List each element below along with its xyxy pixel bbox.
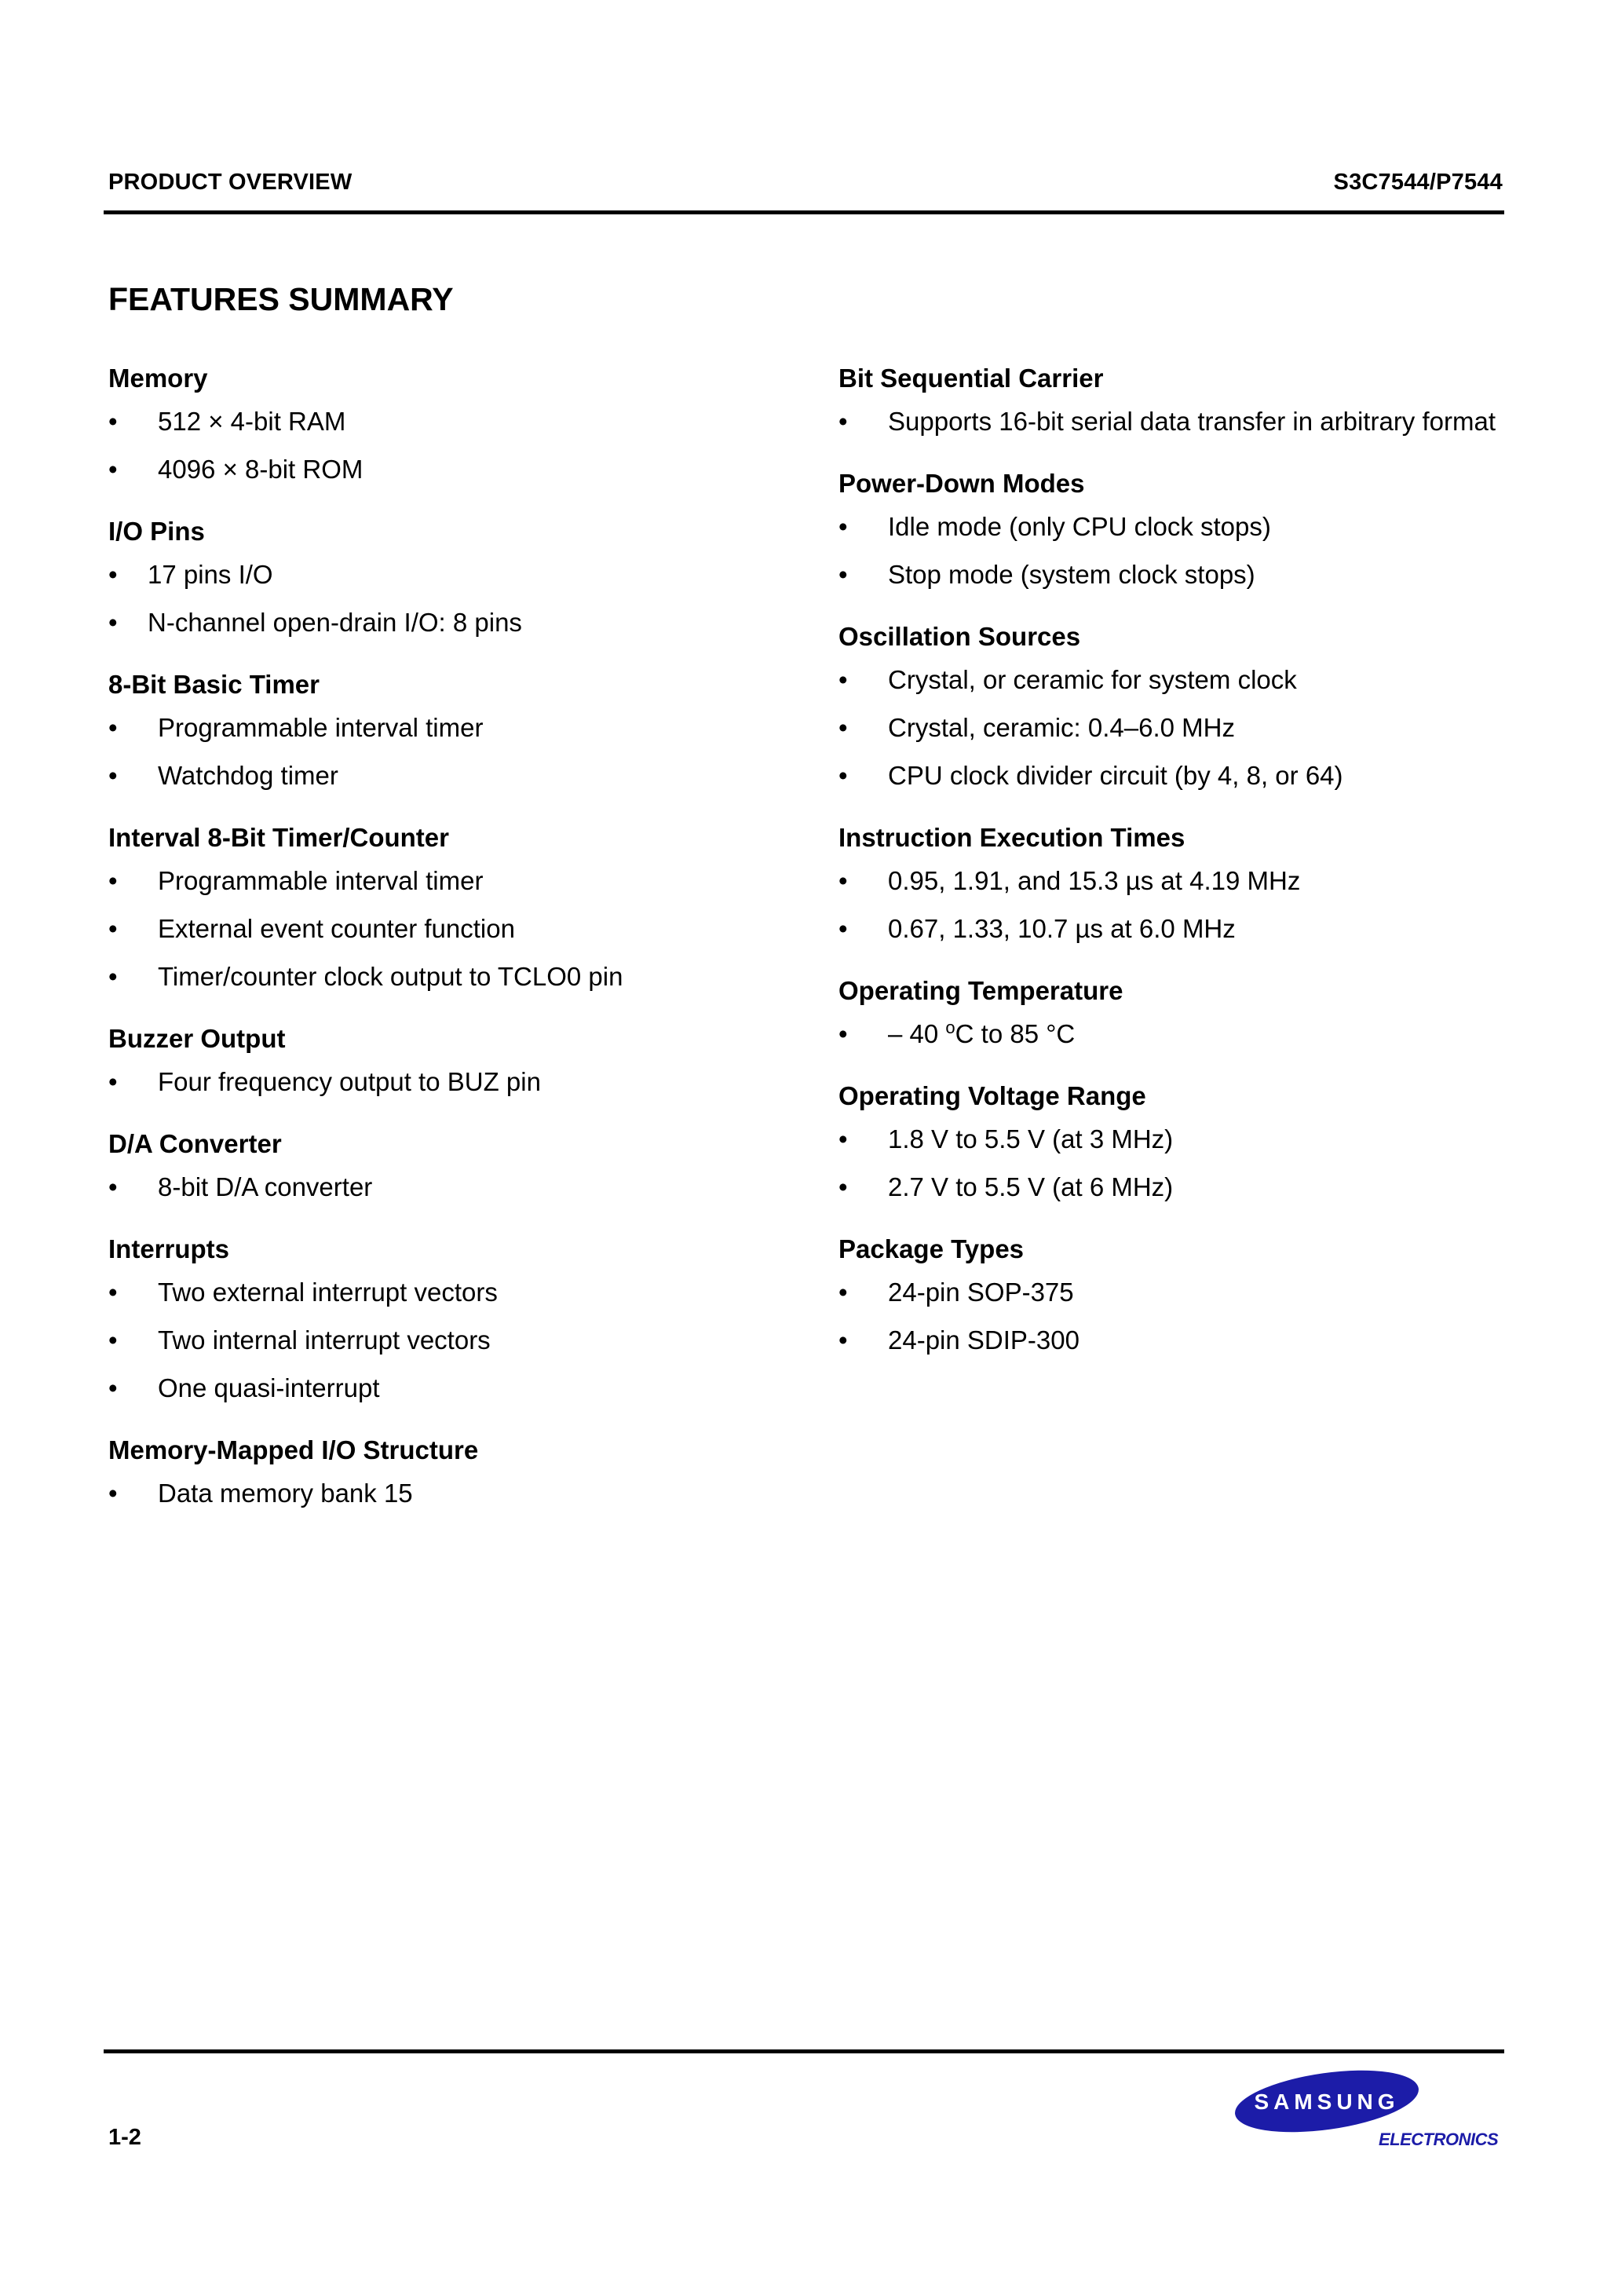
samsung-logo-icon bbox=[1225, 2064, 1507, 2134]
item-text: Data memory bank 15 bbox=[158, 1479, 413, 1508]
item-text: Two internal interrupt vectors bbox=[158, 1325, 491, 1355]
section-heading: Package Types bbox=[838, 1234, 1025, 1263]
list-item bbox=[838, 664, 1514, 696]
bullet-icon: • bbox=[838, 512, 848, 541]
list-item bbox=[108, 1276, 784, 1309]
list-item bbox=[838, 1018, 1514, 1051]
item-text: 1.8 V to 5.5 V (at 3 MHz) bbox=[888, 1124, 1174, 1153]
right-column bbox=[838, 361, 1514, 1385]
list-item bbox=[108, 453, 784, 486]
item-text bbox=[888, 1018, 1514, 1051]
list-item bbox=[108, 1324, 784, 1357]
bullet-icon: • bbox=[838, 1172, 848, 1201]
list-item bbox=[838, 1324, 1514, 1357]
item-text: Programmable interval timer bbox=[158, 866, 484, 895]
item-text: Supports 16-bit serial data transfer in arbitrary format bbox=[888, 407, 1496, 436]
bullet-icon: • bbox=[838, 761, 848, 790]
section-heading: Buzzer Output bbox=[108, 1024, 286, 1053]
section-heading: Oscillation Sources bbox=[838, 622, 1081, 651]
list-item bbox=[108, 759, 784, 792]
bullet-icon: • bbox=[838, 1124, 848, 1153]
section-heading: Instruction Execution Times bbox=[838, 823, 1185, 852]
samsung-electronics-logo bbox=[1225, 2064, 1507, 2158]
bullet-icon: • bbox=[108, 1325, 118, 1355]
list-item bbox=[838, 912, 1514, 945]
feature-section bbox=[838, 361, 1514, 438]
bullet-icon: • bbox=[108, 1373, 118, 1402]
bullet-icon: • bbox=[108, 608, 118, 637]
item-text: 24-pin SOP-375 bbox=[888, 1278, 1074, 1307]
item-text: 17 pins I/O bbox=[148, 560, 273, 589]
section-heading: 8-Bit Basic Timer bbox=[108, 670, 320, 699]
page-number: 1-2 bbox=[108, 2125, 141, 2150]
list-item bbox=[838, 865, 1514, 898]
bullet-icon: • bbox=[838, 1325, 848, 1355]
bullet-icon: • bbox=[838, 560, 848, 589]
bullet-icon: • bbox=[108, 1067, 118, 1096]
feature-section bbox=[108, 821, 784, 993]
list-item bbox=[838, 759, 1514, 792]
item-text: CPU clock divider circuit (by 4, 8, or 64) bbox=[888, 761, 1343, 790]
item-text-part: – 40 bbox=[888, 1019, 946, 1048]
bullet-icon: • bbox=[108, 407, 118, 436]
bullet-icon: • bbox=[108, 914, 118, 943]
logo-division-text: ELECTRONICS bbox=[1379, 2130, 1499, 2149]
section-heading: Memory-Mapped I/O Structure bbox=[108, 1435, 479, 1464]
bullet-icon: • bbox=[838, 407, 848, 436]
feature-section bbox=[108, 667, 784, 792]
list-item bbox=[838, 1171, 1514, 1204]
list-item bbox=[108, 865, 784, 898]
bullet-icon: • bbox=[838, 1019, 848, 1048]
feature-section bbox=[838, 974, 1514, 1051]
bullet-icon: • bbox=[108, 455, 118, 484]
list-item bbox=[838, 1276, 1514, 1309]
list-item bbox=[838, 405, 1514, 438]
section-heading: D/A Converter bbox=[108, 1129, 282, 1158]
bullet-icon: • bbox=[838, 665, 848, 694]
section-heading: Operating Voltage Range bbox=[838, 1081, 1146, 1110]
feature-section bbox=[838, 620, 1514, 792]
feature-section bbox=[108, 1232, 784, 1405]
bullet-icon: • bbox=[108, 1172, 118, 1201]
list-item bbox=[108, 558, 784, 591]
list-item bbox=[108, 1066, 784, 1099]
list-item bbox=[108, 1372, 784, 1405]
degree-superscript: o bbox=[945, 1018, 955, 1037]
logo-brand-text: SAMSUNG bbox=[1254, 2089, 1400, 2114]
feature-section bbox=[108, 1433, 784, 1510]
item-text: 512 × 4-bit RAM bbox=[158, 407, 346, 436]
item-text: Four frequency output to BUZ pin bbox=[158, 1067, 541, 1096]
bullet-icon: • bbox=[838, 1278, 848, 1307]
list-item bbox=[108, 606, 784, 639]
item-text: 0.67, 1.33, 10.7 µs at 6.0 MHz bbox=[888, 914, 1236, 943]
section-heading: I/O Pins bbox=[108, 517, 205, 546]
item-text: 2.7 V to 5.5 V (at 6 MHz) bbox=[888, 1172, 1174, 1201]
feature-section bbox=[838, 1079, 1514, 1204]
list-item bbox=[838, 1123, 1514, 1156]
bullet-icon: • bbox=[108, 1278, 118, 1307]
item-text: N-channel open-drain I/O: 8 pins bbox=[148, 608, 522, 637]
item-text: Crystal, ceramic: 0.4–6.0 MHz bbox=[888, 713, 1235, 742]
bullet-icon: • bbox=[108, 761, 118, 790]
feature-section bbox=[108, 361, 784, 486]
header-part-number: S3C7544/P7544 bbox=[1333, 170, 1503, 195]
section-heading: Memory bbox=[108, 364, 208, 393]
item-text: Idle mode (only CPU clock stops) bbox=[888, 512, 1271, 541]
bullet-icon: • bbox=[838, 866, 848, 895]
list-item bbox=[108, 1171, 784, 1204]
feature-section bbox=[108, 1127, 784, 1204]
list-item bbox=[838, 558, 1514, 591]
section-heading: Interrupts bbox=[108, 1234, 230, 1263]
feature-section bbox=[838, 821, 1514, 945]
list-item bbox=[108, 912, 784, 945]
bullet-icon: • bbox=[108, 962, 118, 991]
section-heading: Interval 8-Bit Timer/Counter bbox=[108, 823, 449, 852]
list-item bbox=[838, 711, 1514, 744]
feature-section bbox=[838, 1232, 1514, 1357]
bullet-icon: • bbox=[838, 914, 848, 943]
item-text: Two external interrupt vectors bbox=[158, 1278, 498, 1307]
item-text-part: C to 85 °C bbox=[955, 1019, 1076, 1048]
item-text: Programmable interval timer bbox=[158, 713, 484, 742]
item-text: Watchdog timer bbox=[158, 761, 338, 790]
section-heading: Power-Down Modes bbox=[838, 469, 1085, 498]
section-heading: Bit Sequential Carrier bbox=[838, 364, 1104, 393]
list-item bbox=[108, 405, 784, 438]
header-section-title: PRODUCT OVERVIEW bbox=[108, 170, 353, 195]
bullet-icon: • bbox=[838, 713, 848, 742]
list-item bbox=[838, 510, 1514, 543]
item-text: External event counter function bbox=[158, 914, 515, 943]
item-text: 0.95, 1.91, and 15.3 µs at 4.19 MHz bbox=[888, 866, 1301, 895]
section-heading: Operating Temperature bbox=[838, 976, 1123, 1005]
feature-section bbox=[838, 466, 1514, 591]
header-divider bbox=[104, 210, 1504, 214]
bullet-icon: • bbox=[108, 713, 118, 742]
bullet-icon: • bbox=[108, 866, 118, 895]
list-item bbox=[108, 711, 784, 744]
feature-section bbox=[108, 514, 784, 639]
item-text: Stop mode (system clock stops) bbox=[888, 560, 1255, 589]
page-title: FEATURES SUMMARY bbox=[108, 281, 454, 317]
item-text: Timer/counter clock output to TCLO0 pin bbox=[158, 962, 623, 991]
item-text: Crystal, or ceramic for system clock bbox=[888, 665, 1297, 694]
item-text: 24-pin SDIP-300 bbox=[888, 1325, 1080, 1355]
bullet-icon: • bbox=[108, 1479, 118, 1508]
list-item bbox=[108, 960, 784, 993]
left-column bbox=[108, 361, 784, 1538]
item-text: One quasi-interrupt bbox=[158, 1373, 380, 1402]
footer-divider bbox=[104, 2049, 1504, 2053]
item-text: 8-bit D/A converter bbox=[158, 1172, 373, 1201]
bullet-icon: • bbox=[108, 560, 118, 589]
item-text: 4096 × 8-bit ROM bbox=[158, 455, 363, 484]
feature-section bbox=[108, 1022, 784, 1099]
list-item bbox=[108, 1477, 784, 1510]
